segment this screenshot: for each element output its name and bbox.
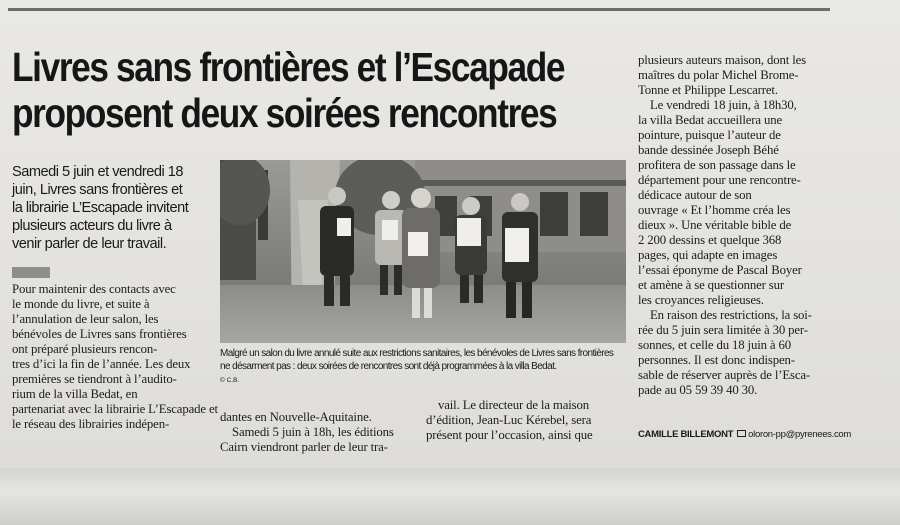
body-line: Pour maintenir des contacts avec xyxy=(12,282,176,296)
body-line: bénévoles de Livres sans frontières xyxy=(12,327,187,341)
body-line: Cairn viendront parler de leur tra- xyxy=(220,440,388,454)
section-marker xyxy=(12,267,50,278)
body-line: personnes. Il est donc indispen- xyxy=(638,353,795,367)
body-column-3 xyxy=(426,398,626,443)
body-line: 2 200 dessins et quelque 368 xyxy=(638,233,782,247)
lead-paragraph xyxy=(12,163,212,253)
author-name: CAMILLE BILLEMONT xyxy=(638,429,734,440)
body-column-4 xyxy=(638,53,830,398)
body-line: maîtres du polar Michel Brome- xyxy=(638,68,799,82)
byline xyxy=(638,429,852,440)
body-line: pointure, puisque l’auteur de xyxy=(638,128,781,142)
body-line: pages, qui adapte en images xyxy=(638,248,778,262)
body-column-1 xyxy=(12,282,218,432)
body-line: bande dessinée Joseph Béhé xyxy=(638,143,779,157)
lead-line: plusieurs acteurs du livre à xyxy=(12,218,172,234)
lead-line: juin, Livres sans frontières et xyxy=(12,182,183,198)
body-line: premières se tiendront à l’audito- xyxy=(12,372,177,386)
body-line: profitera de son passage dans le xyxy=(638,158,796,172)
body-line: dieux ». Une véritable bible de xyxy=(638,218,792,232)
body-line: d’édition, Jean-Luc Kérebel, sera xyxy=(426,413,592,427)
body-line: vail. Le directeur de la maison xyxy=(438,398,589,412)
body-line: pade au 05 59 39 40 30. xyxy=(638,383,758,397)
body-line: département pour une rencontre- xyxy=(638,173,801,187)
body-line: Tonne et Philippe Lescarret. xyxy=(638,83,778,97)
photo-credit: © C.B. xyxy=(220,377,240,384)
body-line: l’essai éponyme de Pascal Boyer xyxy=(638,263,802,277)
lead-line: la librairie L’Escapade invitent xyxy=(12,200,189,216)
body-line: la villa Bedat accueillera une xyxy=(638,113,783,127)
body-line: plusieurs auteurs maison, dont les xyxy=(638,53,806,67)
paper-fold xyxy=(0,468,900,525)
body-line: En raison des restrictions, la soi- xyxy=(650,308,812,322)
envelope-icon xyxy=(737,430,746,437)
body-line: dantes en Nouvelle-Aquitaine. xyxy=(220,410,372,424)
caption-line: Malgré un salon du livre annulé suite aux restrictions sanitaires, les bénévoles de Livres sans frontières xyxy=(220,348,614,359)
body-line: et amène à se questionner sur xyxy=(638,278,784,292)
author-email: oloron-pp@pyrenees.com xyxy=(748,429,852,440)
top-rule xyxy=(8,8,830,11)
caption-line: ne désarment pas : deux soirées de rencontres sont déjà programmées à la villa Bedat. xyxy=(220,361,557,372)
body-line: sable de réserver auprès de l’Esca- xyxy=(638,368,811,382)
photo-illustration xyxy=(220,160,626,343)
article-photo xyxy=(220,160,626,343)
body-line: tres d’ici la fin de l’année. Les deux xyxy=(12,357,191,371)
body-line: dédicace autour de son xyxy=(638,188,752,202)
lead-line: Samedi 5 juin et vendredi 18 xyxy=(12,164,183,180)
body-line: le monde du livre, et suite à xyxy=(12,297,150,311)
body-line: rée du 5 juin sera limitée à 30 per- xyxy=(638,323,808,337)
body-line: présent pour l’occasion, ainsi que xyxy=(426,428,593,442)
headline-line: proposent deux soirées rencontres xyxy=(12,90,557,136)
body-line: l’annulation de leur salon, les xyxy=(12,312,159,326)
body-line: Le vendredi 18 juin, à 18h30, xyxy=(650,98,797,112)
body-line: le réseau des librairies indépen- xyxy=(12,417,170,431)
body-line: Samedi 5 juin à 18h, les éditions xyxy=(232,425,394,439)
body-line: partenariat avec la librairie L’Escapade et xyxy=(12,402,218,416)
body-line: les croyances religieuses. xyxy=(638,293,764,307)
headline xyxy=(12,44,565,136)
body-line: ont préparé plusieurs rencon- xyxy=(12,342,158,356)
body-line: rium de la villa Bedat, en xyxy=(12,387,138,401)
body-column-2 xyxy=(220,410,420,455)
lead-line: venir parler de leur travail. xyxy=(12,236,167,252)
body-line: ouvrage « Et l’homme créa les xyxy=(638,203,791,217)
body-line: sonnes, et celle du 18 juin à 60 xyxy=(638,338,791,352)
photo-caption xyxy=(220,347,626,387)
headline-line: Livres sans frontières et l’Escapade xyxy=(12,44,565,90)
